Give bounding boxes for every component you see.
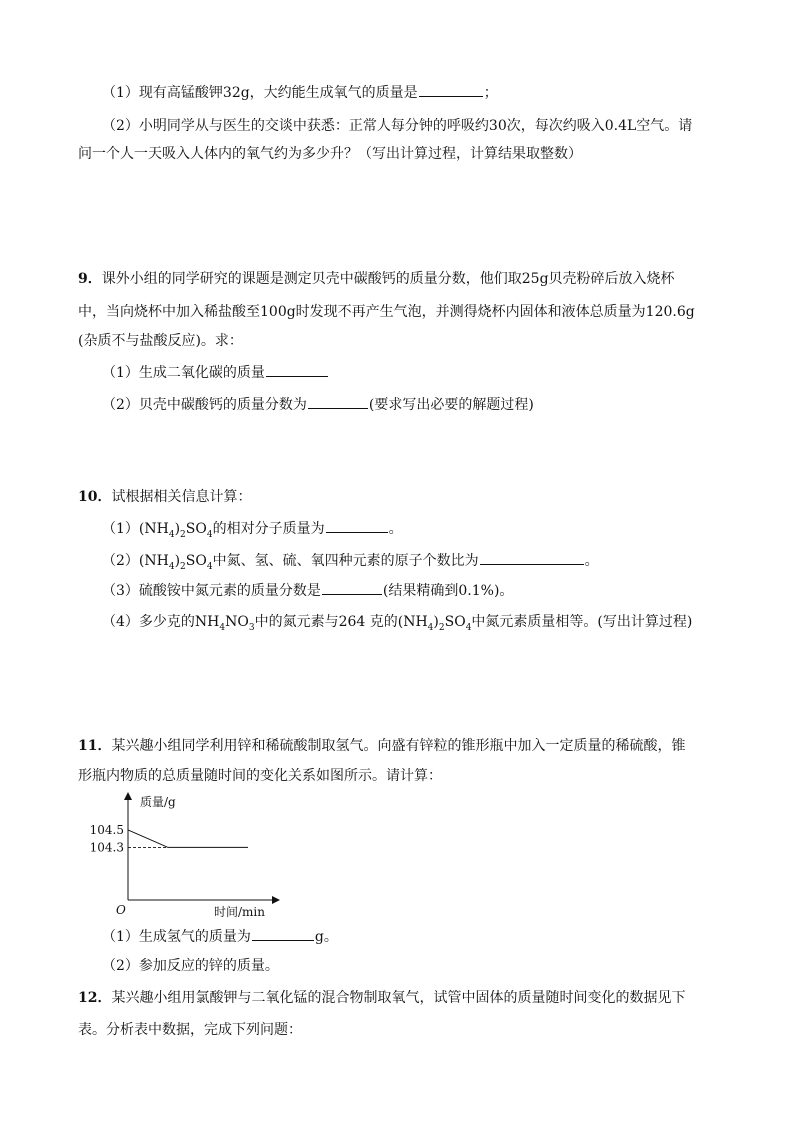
mass-time-chart	[84, 788, 284, 920]
answer-blank[interactable]	[266, 362, 328, 377]
question-number: 10．	[78, 489, 112, 505]
q9-line1: 9．课外小组的同学研究的课题是测定贝壳中碳酸钙的质量分数，他们取25g贝壳粉碎后放入烧杯	[78, 271, 675, 287]
q10-intro: 10．试根据相关信息计算：	[78, 489, 252, 505]
x-axis-label: 时间/min	[214, 905, 265, 919]
question-number: 12．	[78, 990, 112, 1006]
q9-line2: 中，当向烧杯中加入稀盐酸至100g时发现不再产生气泡，并测得烧杯内固体和液体总质量为120.6g	[78, 304, 695, 320]
q11-line1: 11．某兴趣小组同学利用锌和稀硫酸制取氢气。向盛有锌粒的锥形瓶中加入一定质量的稀硫酸，锥	[78, 738, 686, 754]
q9-sub1: （1）生成二氧化碳的质量	[102, 362, 329, 383]
q9-line3: (杂质不与盐酸反应)。求：	[78, 333, 243, 349]
y-tick-label-1: 104.3	[89, 840, 124, 855]
answer-blank[interactable]	[480, 550, 584, 565]
answer-blank[interactable]	[252, 926, 314, 941]
answer-blank[interactable]	[419, 82, 483, 97]
series-line	[128, 830, 248, 848]
q8-sub1: （1）现有高锰酸钾32g，大约能生成氧气的质量是 ；	[102, 82, 498, 103]
answer-blank[interactable]	[322, 580, 382, 595]
q10-sub4: （4）多少克的$NH_4NO_3$中的氮元素与264 克的$(NH_4)_2SO_4$中氮元素质量相等。(写出计算过程)	[102, 614, 693, 633]
q10-sub2: $(2)(NH_4)_2SO_4$中氮、氢、硫、氧四种元素的原子个数比为 。	[102, 550, 599, 577]
q11-sub1: （1）生成氢气的质量为 g。	[102, 926, 338, 947]
origin-label: O	[116, 903, 126, 917]
q8-sub2-line1: （2）小明同学从与医生的交谈中获悉：正常人每分钟的呼吸约30次，每次约吸入0.4L空气。请	[102, 118, 693, 134]
q10-sub1: $(1)(NH_4)_2SO_4$的相对分子质量为 。	[102, 518, 403, 545]
y-tick-label-0: 104.5	[89, 822, 124, 837]
q10-sub3: （3）硫酸铵中氮元素的质量分数是 (结果精确到0.1%)。	[102, 580, 513, 601]
q12-line1: 12．某兴趣小组用氯酸钾与二氧化锰的混合物制取氧气，试管中固体的质量随时间变化的数据见下	[78, 990, 686, 1006]
q11-line2: 形瓶内物质的总质量随时间的变化关系如图所示。请计算：	[78, 768, 442, 784]
q9-sub2: （2）贝壳中碳酸钙的质量分数为 (要求写出必要的解题过程)	[102, 394, 534, 415]
q8-sub2-line2: 问一个人一天吸入人体内的氧气约为多少升？（写出计算过程，计算结果取整数）	[78, 146, 582, 162]
y-axis-label: 质量/g	[140, 795, 176, 809]
question-number: 11．	[78, 738, 112, 754]
q12-line2: 表。分析表中数据，完成下列问题：	[78, 1022, 302, 1038]
answer-blank[interactable]	[326, 518, 388, 533]
question-number: 9．	[78, 271, 102, 287]
q11-sub2: （2）参加反应的锌的质量。	[102, 958, 279, 974]
answer-blank[interactable]	[308, 394, 368, 409]
